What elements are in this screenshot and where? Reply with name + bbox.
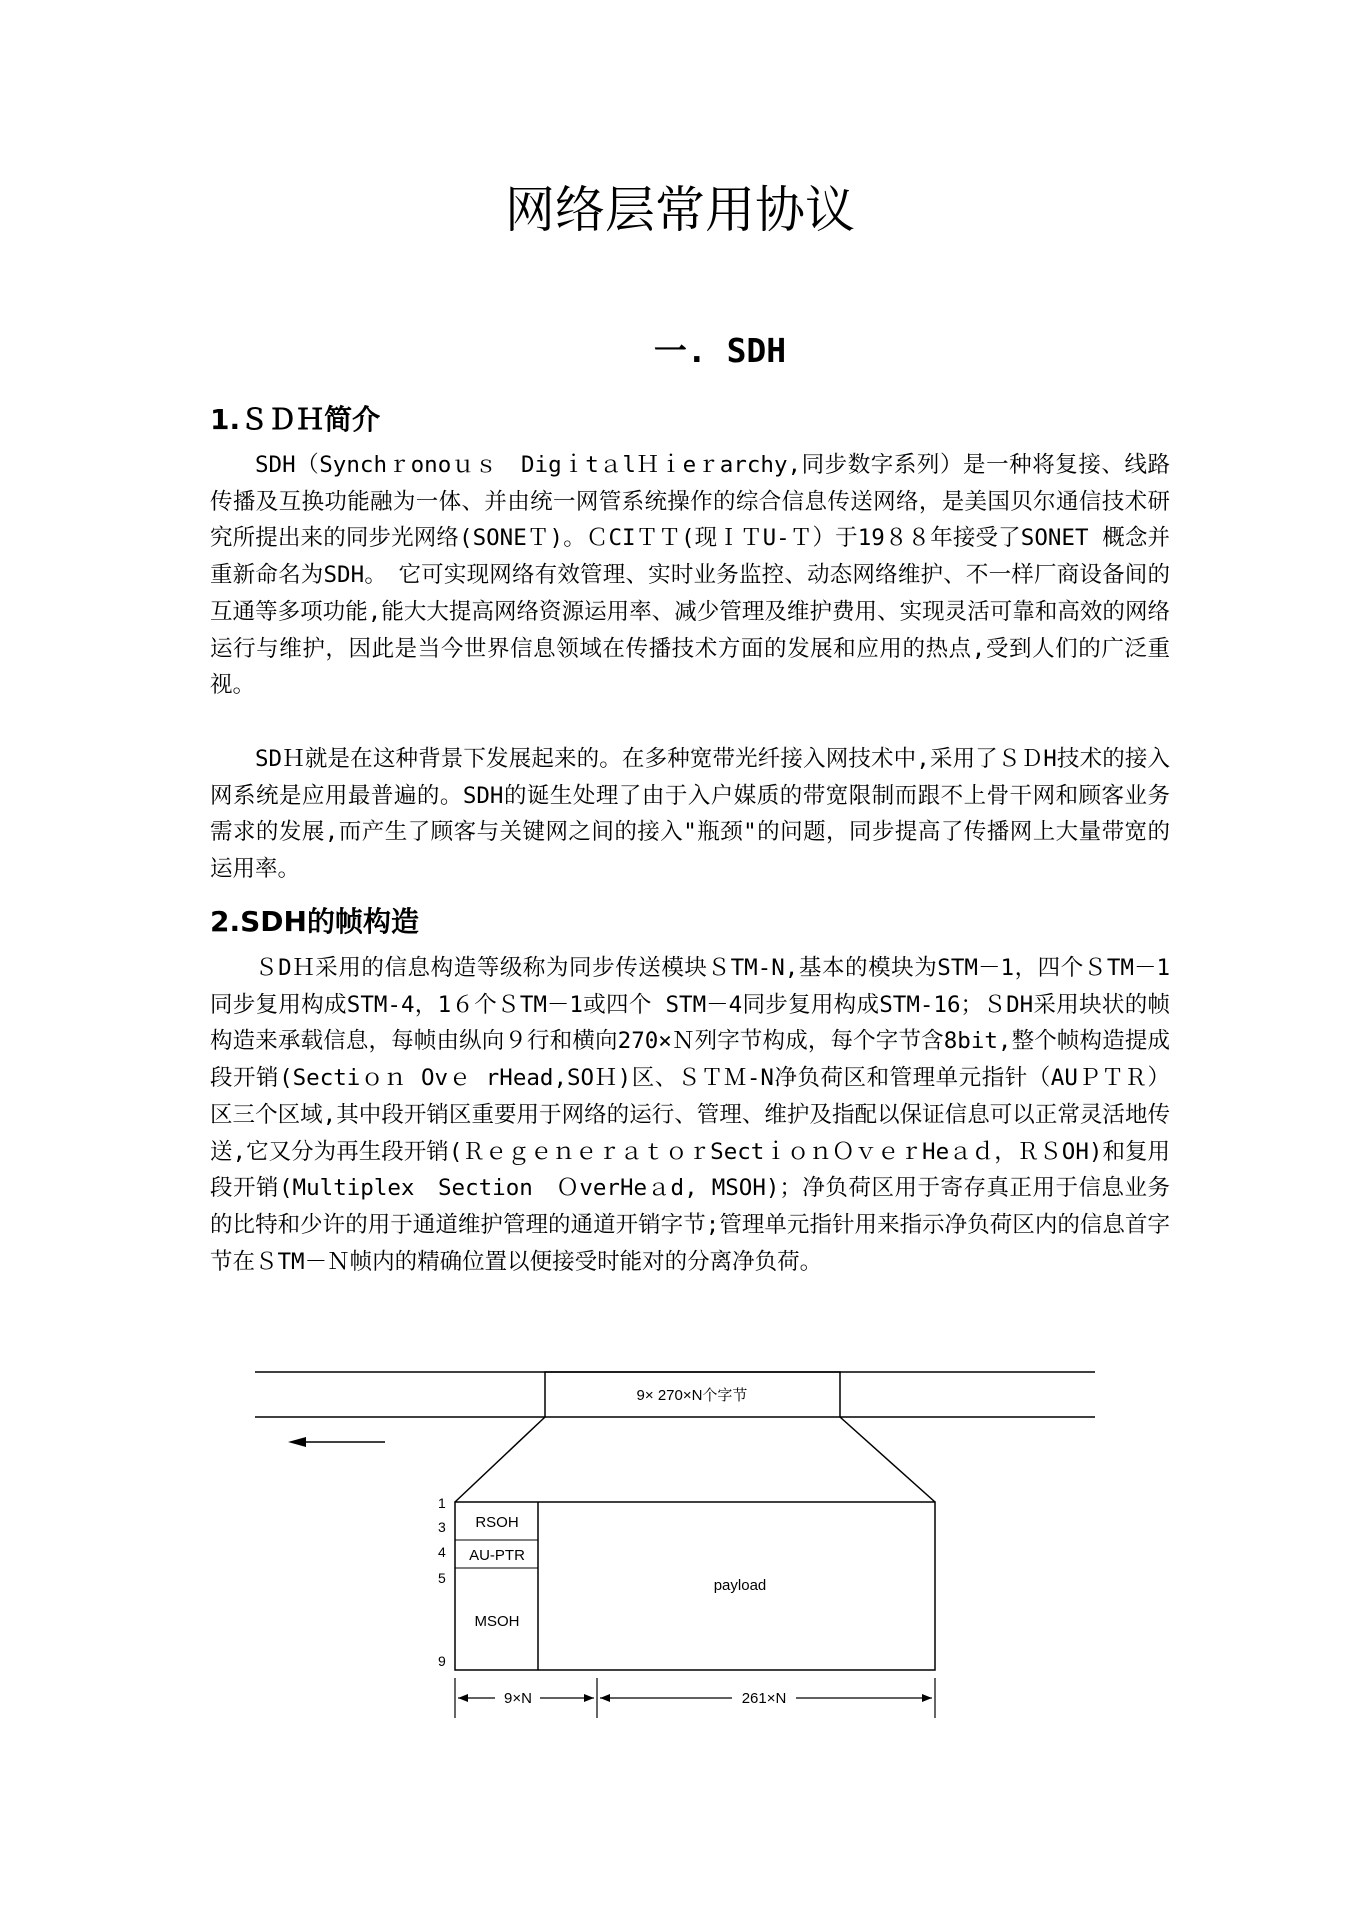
row-number: 3 xyxy=(438,1519,446,1535)
subsection-heading-frame: 2.SDH的帧构造 xyxy=(210,905,419,938)
dim-arrow xyxy=(600,1694,610,1702)
msoh-label: MSOH xyxy=(474,1613,520,1630)
document-title: 网络层常用协议 xyxy=(505,181,855,239)
row-number: 5 xyxy=(438,1570,446,1586)
paragraph-frame-1: ＳDＨ采用的信息构造等级称为同步传送模块ＳTM-N,基本的模块为STM－1，四个ＳTM－1同步复用构成STM-4，1６个ＳTM－1或四个 STM－4同步复用构成STM-16；ＳDH采用块状的帧构造来承载信息，每帧由纵向９行和横向270×Ｎ列字节构成，每个字节含8bit,整个帧构造提成段开销(Sectiｏｎ Ovｅ rHead,SOＨ)区、ＳＴＭ-N净负荷区和管理单元指针（AUＰＴＲ）区三个区域,其中段开销区重要用于网络的运行、管理、维护及指配以保证信息可以正常灵活地传送,它又分为再生段开销(ＲｅｇｅｎｅｒａｔｏｒSectｉｏｎＯｖｅｒHeａｄ，ＲＳOH)和复用段开销(Multiplex Section ＯverHeａd, MSOH)；净负荷区用于寄存真正用于信息业务的比特和少许的用于通道维护管理的通道开销字节;管理单元指针用来指示净负荷区内的信息首字节在ＳTM－Ｎ帧内的精确位置以便接受时能对的分离净负荷。 xyxy=(210,955,1170,1275)
auptr-label: AU-PTR xyxy=(469,1547,525,1564)
top-label: 9× 270×N个字节 xyxy=(636,1387,748,1404)
dim-arrow xyxy=(458,1694,468,1702)
subsection-heading-intro: 1.ＳＤＨ简介 xyxy=(210,403,381,436)
paragraph-intro-2: SDＨ就是在这种背景下发展起来的。在多种宽带光纤接入网技术中,采用了ＳＤH技术的接入网系统是应用最普遍的。SDH的诞生处理了由于入户媒质的带宽限制而跟不上骨干网和顾客业务需求的发展,而产生了顾客与关键网之间的接入"瓶颈"的问题，同步提高了传播网上大量带宽的运用率。 xyxy=(210,746,1170,883)
section-title: 一. SDH xyxy=(653,331,787,370)
width-label-left: 9×N xyxy=(504,1690,532,1707)
direction-arrow-head xyxy=(288,1437,306,1447)
payload-label: payload xyxy=(713,1577,767,1594)
trapezoid-right xyxy=(840,1417,935,1502)
row-number: 4 xyxy=(438,1544,446,1560)
dim-arrow xyxy=(584,1694,594,1702)
stm-frame-diagram xyxy=(240,1360,1110,1720)
row-number: 9 xyxy=(438,1653,446,1669)
trapezoid-left xyxy=(455,1417,545,1502)
rsoh-label: RSOH xyxy=(475,1514,519,1531)
paragraph-intro-1: SDH（Synchｒonoｕｓ DigｉtａlＨｉeｒarchy,同步数字系列）是一种将复接、线路传播及互换功能融为一体、并由统一网管系统操作的综合信息传送网络，是美国贝尔通信技术研究所提出来的同步光网络(SONEＴ)。ＣCIＴＴ(现ＩＴU-Ｔ）于19８８年接受了SONET 概念并重新命名为SDH。 它可实现网络有效管理、实时业务监控、动态网络维护、不一样厂商设备间的互通等多项功能,能大大提高网络资源运用率、减少管理及维护费用、实现灵活可靠和高效的网络运行与维护，因此是当今世界信息领域在传播技术方面的发展和应用的热点,受到人们的广泛重视。 xyxy=(210,452,1170,699)
frame-box xyxy=(455,1502,935,1670)
dim-arrow xyxy=(922,1694,932,1702)
width-label-right: 261×N xyxy=(741,1690,787,1707)
row-number: 1 xyxy=(438,1495,446,1511)
